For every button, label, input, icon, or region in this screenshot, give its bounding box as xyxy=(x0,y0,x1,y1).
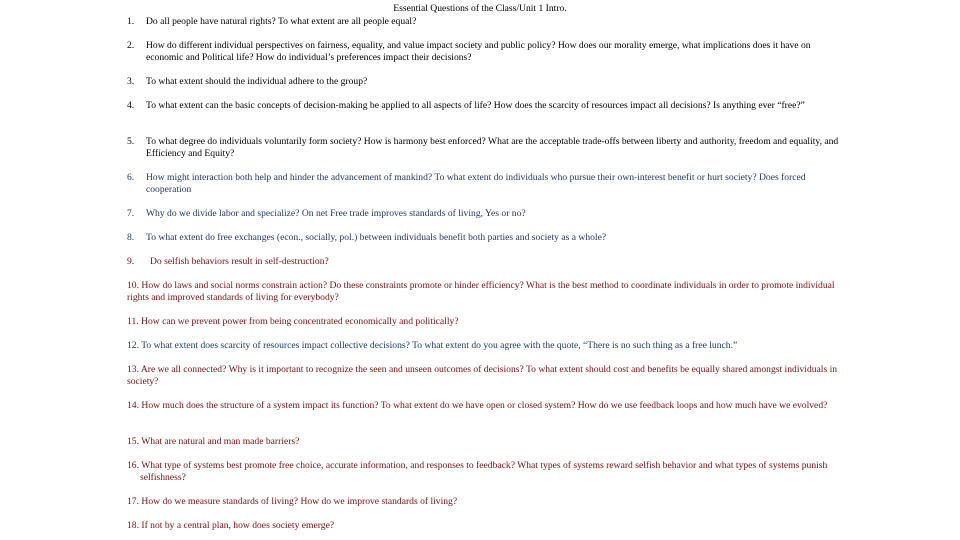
question-17: 17. How do we measure standards of living? How do we improve standards of living? xyxy=(127,496,458,507)
question-number: 3. xyxy=(127,76,135,87)
question-number: 4. xyxy=(127,100,135,111)
question-number: 2. xyxy=(127,40,135,51)
question-15: 15. What are natural and man made barriers? xyxy=(127,436,300,447)
question-text: To what extent should the individual adhere to the group? xyxy=(146,76,368,87)
question-10: 10. How do laws and social norms constrain action? Do these constraints promote or hinder efficiency? What is the best method to coordinate individuals in order to promote individual rights and improved standards of living for everybody? xyxy=(127,280,835,303)
question-number: 8. xyxy=(127,232,135,243)
question-18: 18. If not by a central plan, how does society emerge? xyxy=(127,520,335,531)
question-11: 11. How can we prevent power from being concentrated economically and politically? xyxy=(127,316,459,327)
question-13: 13. Are we all connected? Why is it important to recognize the seen and unseen outcomes of decisions? To what extent should cost and benefits be equally shared amongst individuals in society? xyxy=(127,364,838,387)
question-text: How might interaction both help and hinder the advancement of mankind? To what extent do individuals who pursue their own-interest benefit or hurt society? Does forced cooperation xyxy=(146,172,806,195)
question-text: To what degree do individuals voluntarily form society? How is harmony best enforced? What are the acceptable trade-offs between liberty and authority, freedom and equality, and Efficiency and Equity? xyxy=(146,136,839,159)
question-number: 1. xyxy=(127,16,135,27)
question-text: Do selfish behaviors result in self-destruction? xyxy=(150,256,329,267)
question-14: 14. How much does the structure of a system impact its function? To what extent do we have open or closed system? How do we use feedback loops and how much have we evolved? xyxy=(127,400,828,411)
question-text: To what extent can the basic concepts of decision-making be applied to all aspects of life? How does the scarcity of resources impact all decisions? Is anything ever “free?” xyxy=(146,100,805,111)
question-number: 9. xyxy=(127,256,135,267)
page-title: Essential Questions of the Class/Unit 1 Intro. xyxy=(393,3,567,14)
question-16: 16. What type of systems best promote free choice, accurate information, and responses to feedback? What types of systems reward selfish behavior and what types of systems punish selfishness? xyxy=(127,460,828,483)
question-number: 7. xyxy=(127,208,135,219)
question-number: 5. xyxy=(127,136,135,147)
question-text: Do all people have natural rights? To what extent are all people equal? xyxy=(146,16,417,27)
question-text: How do different individual perspectives on fairness, equality, and value impact society and public policy? How does our morality emerge, what implications does it have on economic and Political life? How do individual’s preferences impact their decisions? xyxy=(146,40,811,63)
question-number: 6. xyxy=(127,172,135,183)
question-text: Why do we divide labor and specialize? On net Free trade improves standards of living, Yes or no? xyxy=(146,208,526,219)
question-12: 12. To what extent does scarcity of resources impact collective decisions? To what extent do you agree with the quote, “There is no such thing as a free lunch.” xyxy=(127,340,738,351)
question-text: To what extent do free exchanges (econ., socially, pol.) between individuals benefit both parties and society as a whole? xyxy=(146,232,607,243)
